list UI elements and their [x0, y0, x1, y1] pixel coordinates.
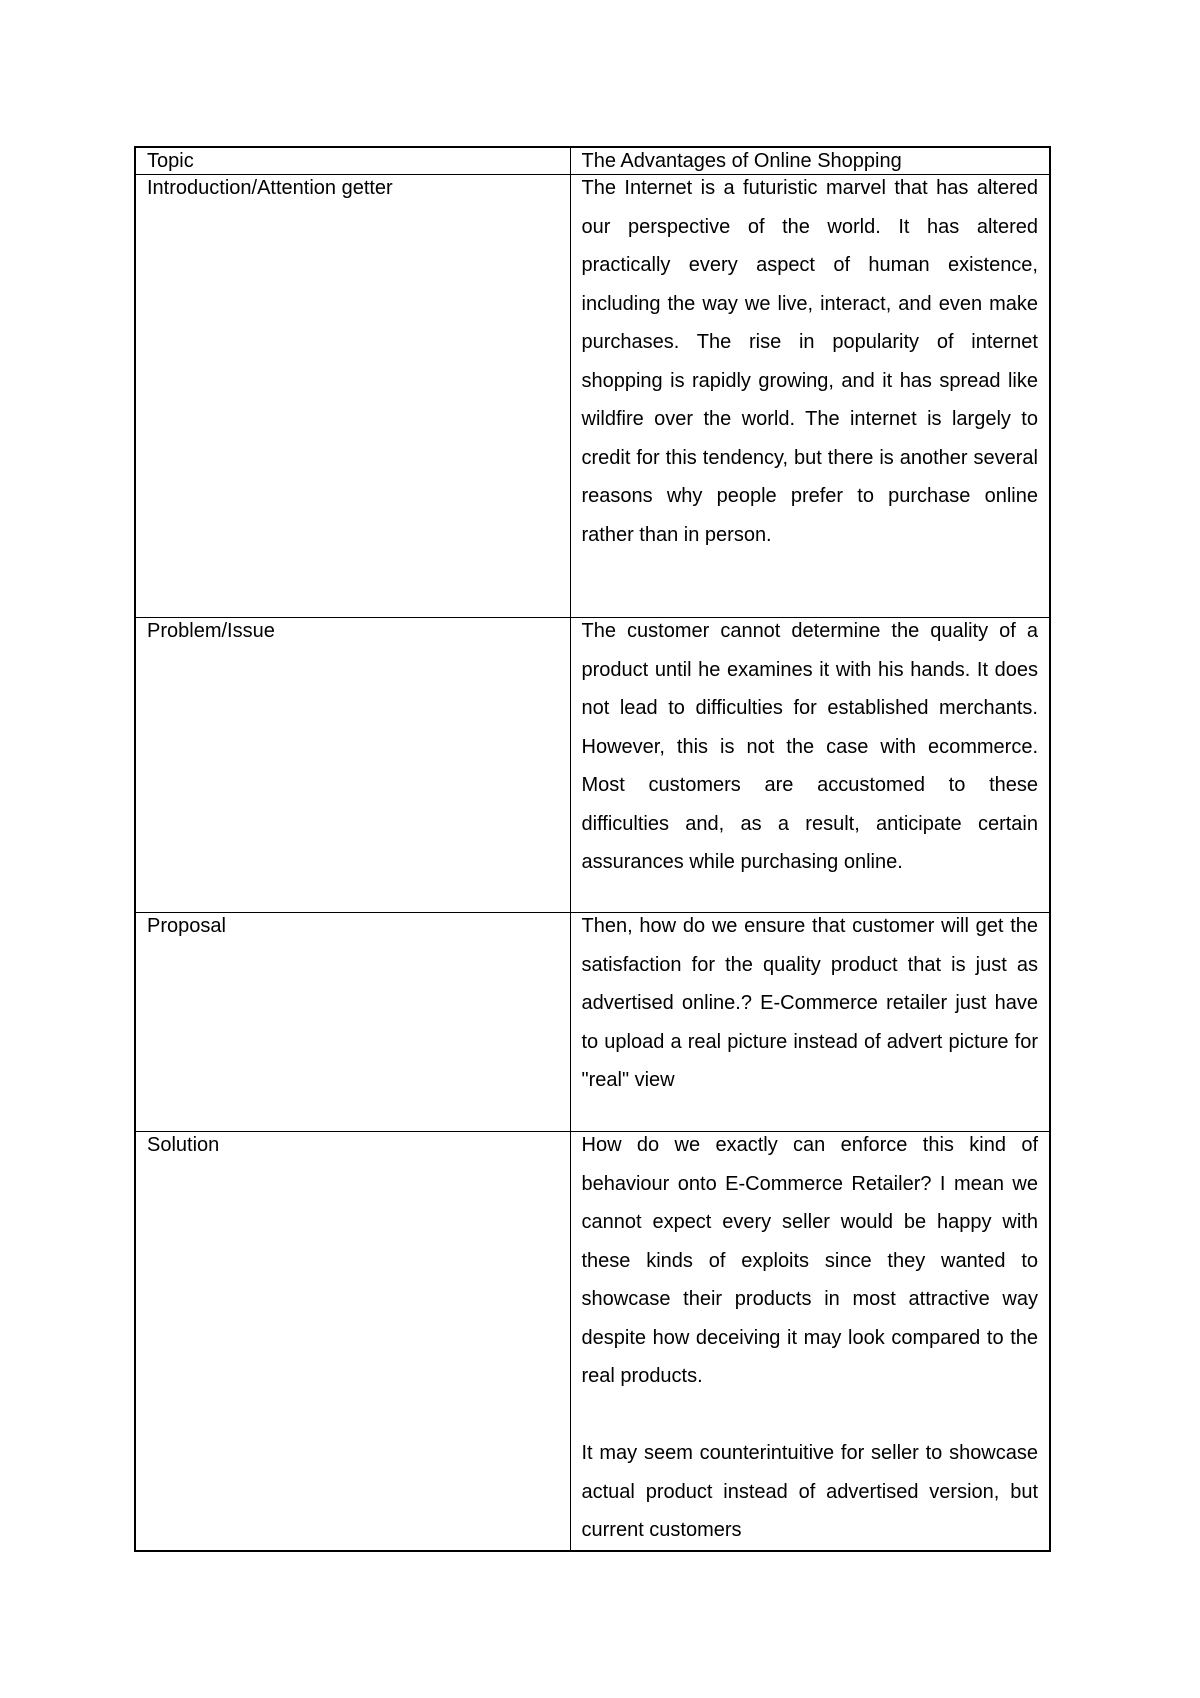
row-label: Solution	[147, 1134, 220, 1156]
row-content-cell	[570, 147, 1050, 175]
paragraph-gap	[582, 1396, 1039, 1435]
row-label: Topic	[147, 150, 194, 172]
row-label-cell	[135, 147, 570, 175]
row-content-cell	[570, 913, 1050, 1132]
row-label: Proposal	[147, 915, 226, 937]
row-label: Problem/Issue	[147, 620, 275, 642]
document-table	[134, 146, 1051, 1552]
row-content-text: The customer cannot determine the quality of a product until he examines it with his hands. It does not lead to difficulties for established merchants. However, this is not the case with ecommerce. Most customers are accustomed to these difficulties and, as a result, anticipate certain assurances while purchasing online.	[581, 620, 1038, 873]
table-row-solution	[135, 1132, 1050, 1551]
row-content-cell	[570, 618, 1050, 913]
row-label-cell	[135, 913, 570, 1132]
table-row-problem	[135, 618, 1050, 913]
row-content-text: The Internet is a futuristic marvel that has altered our perspective of the world. It has altered practically every aspect of human existence, including the way we live, interact, and even make purchases. The rise in popularity of internet shopping is rapidly growing, and it has spread like wildfire over the world. The internet is largely to credit for this tendency, but there is another several reasons why people prefer to purchase online rather than in person.	[581, 177, 1038, 546]
row-content-text: How do we exactly can enforce this kind of behaviour onto E-Commerce Retailer? I mean we cannot expect every seller would be happy with these kinds of exploits since they wanted to showcase their products in most attractive way despite how deceiving it may look compared to the real products.	[581, 1134, 1038, 1387]
row-content-cell	[570, 1132, 1050, 1551]
row-content-text: The Advantages of Online Shopping	[581, 150, 902, 172]
row-content-text: Then, how do we ensure that customer will get the satisfaction for the quality product that is just as advertised online.? E-Commerce retailer just have to upload a real picture instead of advert picture for "real" view	[581, 915, 1038, 1091]
table-row-proposal	[135, 913, 1050, 1132]
row-label-cell	[135, 175, 570, 618]
row-label: Introduction/Attention getter	[147, 177, 393, 199]
table-row-topic	[135, 147, 1050, 175]
row-label-cell	[135, 1132, 570, 1551]
table-row-introduction	[135, 175, 1050, 618]
row-content-cell	[570, 175, 1050, 618]
row-content-text: It may seem counterintuitive for seller to showcase actual product instead of advertised version, but current customers	[581, 1442, 1038, 1541]
row-label-cell	[135, 618, 570, 913]
